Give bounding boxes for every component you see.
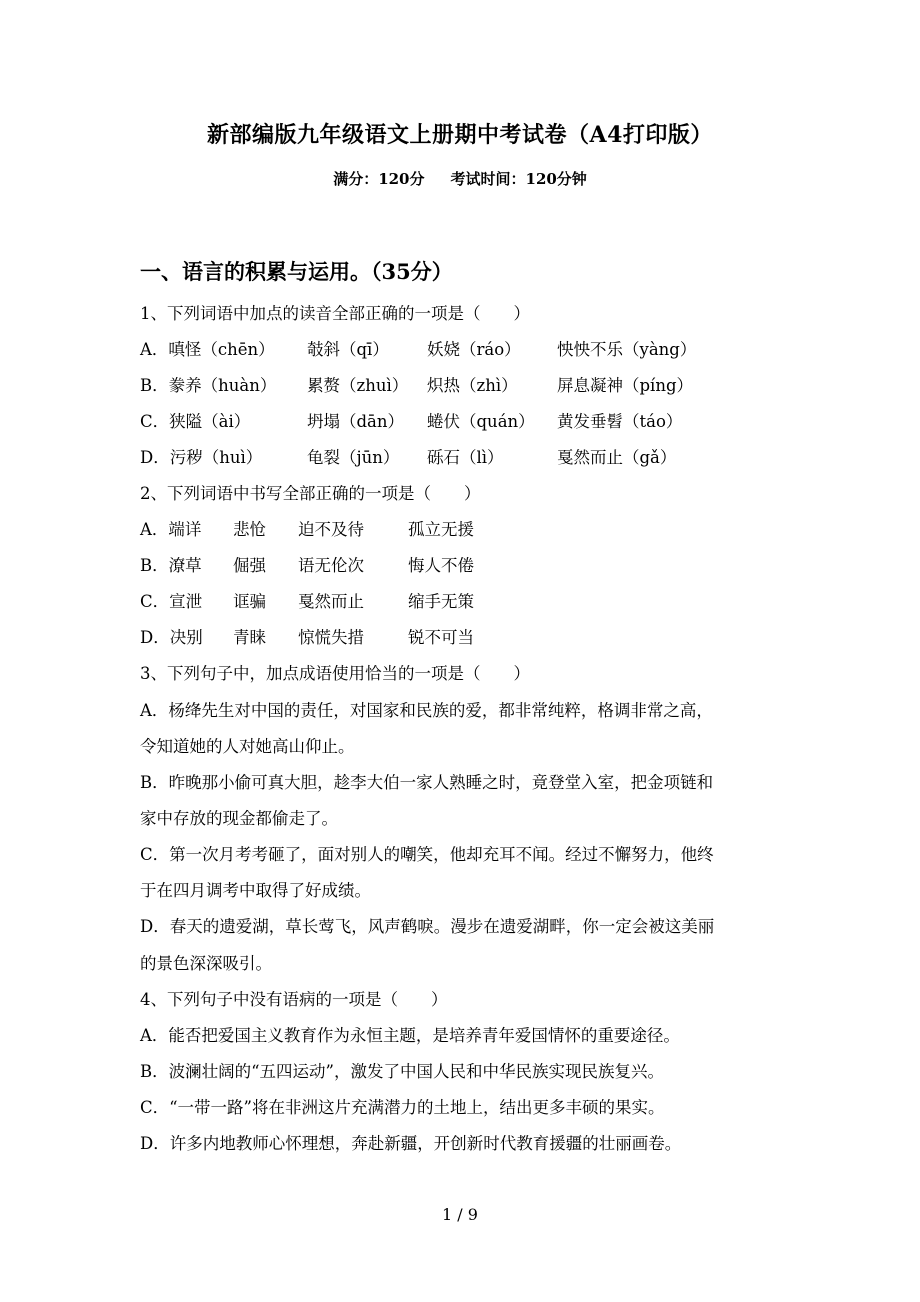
option-text: B．潦草 <box>140 556 202 575</box>
q3-option-line: D．春天的遗爱湖，草长莺飞，风声鹤唳。漫步在遗爱湖畔，你一定会被这美丽 <box>140 917 715 936</box>
option-word: 悔人不倦 <box>408 556 474 575</box>
option-text: A．嗔怪（chēn） <box>140 340 275 359</box>
option-word: 语无伦次 <box>298 556 364 575</box>
option-text: D．决别 <box>140 628 203 647</box>
option-word: 孤立无援 <box>408 520 474 539</box>
q4-option-a: A．能否把爱国主义教育作为永恒主题，是培养青年爱国情怀的重要途径。 <box>140 1026 680 1045</box>
exam-time: 考试时间：120分钟 <box>450 170 587 188</box>
q3-option-line: A．杨绛先生对中国的责任，对国家和民族的爱，都非常纯粹，格调非常之高， <box>140 701 713 720</box>
page-number: 1 / 9 <box>442 1205 478 1224</box>
page-title: 新部编版九年级语文上册期中考试卷（A4打印版） <box>207 122 713 148</box>
question-4-stem: 4、下列句子中没有语病的一项是（ ） <box>140 990 448 1009</box>
option-word: 锐不可当 <box>408 628 474 647</box>
option-word: 攲斜（qī） <box>307 340 389 359</box>
option-word: 屏息凝神（píng） <box>557 376 694 395</box>
q3-option-line: 的景色深深吸引。 <box>140 954 272 973</box>
option-text: C．宣泄 <box>140 592 203 611</box>
full-score: 满分：120分 <box>333 170 425 188</box>
option-word: 砾石（lì） <box>427 448 504 467</box>
question-2-stem: 2、下列词语中书写全部正确的一项是（ ） <box>140 484 481 503</box>
question-1-stem: 1、下列词语中加点的读音全部正确的一项是（ ） <box>140 304 530 323</box>
q4-option-d: D．许多内地教师心怀理想，奔赴新疆，开创新时代教育援疆的壮丽画卷。 <box>140 1134 682 1153</box>
q3-option-line: 家中存放的现金都偷走了。 <box>140 809 338 828</box>
option-word: 黄发垂髫（táo） <box>557 412 683 431</box>
q3-option-line: B．昨晚那小偷可真大胆，趁李大伯一家人熟睡之时，竟登堂入室，把金项链和 <box>140 773 714 792</box>
option-text: A．端详 <box>140 520 202 539</box>
option-word: 蜷伏（quán） <box>427 412 535 431</box>
exam-meta <box>0 168 920 189</box>
q4-option-b: B．波澜壮阔的“五四运动”，激发了中国人民和中华民族实现民族复兴。 <box>140 1062 664 1081</box>
option-word: 青睐 <box>233 628 266 647</box>
option-text: B．豢养（huàn） <box>140 376 277 395</box>
option-word: 妖娆（ráo） <box>427 340 521 359</box>
option-word: 累赘（zhuì） <box>307 376 409 395</box>
option-text: C．狭隘（ài） <box>140 412 251 431</box>
option-word: 倔强 <box>233 556 266 575</box>
q3-option-line: 于在四月调考中取得了好成绩。 <box>140 881 371 900</box>
option-word: 诓骗 <box>233 592 266 611</box>
option-word: 戛然而止 <box>298 592 364 611</box>
q4-option-c: C．“一带一路”将在非洲这片充满潜力的土地上，结出更多丰硕的果实。 <box>140 1098 665 1117</box>
option-word: 惊慌失措 <box>298 628 364 647</box>
option-word: 炽热（zhì） <box>427 376 518 395</box>
option-text: D．污秽（huì） <box>140 448 263 467</box>
option-word: 龟裂（jūn） <box>307 448 400 467</box>
option-word: 坍塌（dān） <box>307 412 405 431</box>
option-word: 缩手无策 <box>408 592 474 611</box>
question-3-stem: 3、下列句子中，加点成语使用恰当的一项是（ ） <box>140 664 530 683</box>
section-heading: 一、语言的积累与运用。（35分） <box>140 259 453 284</box>
q3-option-line: C．第一次月考考砸了，面对别人的嘲笑，他却充耳不闻。经过不懈努力，他终 <box>140 845 714 864</box>
option-word: 悲怆 <box>233 520 266 539</box>
q3-option-line: 令知道她的人对她高山仰止。 <box>140 737 355 756</box>
option-word: 怏怏不乐（yàng） <box>557 340 697 359</box>
option-word: 迫不及待 <box>298 520 364 539</box>
option-word: 戛然而止（gǎ） <box>557 448 677 467</box>
